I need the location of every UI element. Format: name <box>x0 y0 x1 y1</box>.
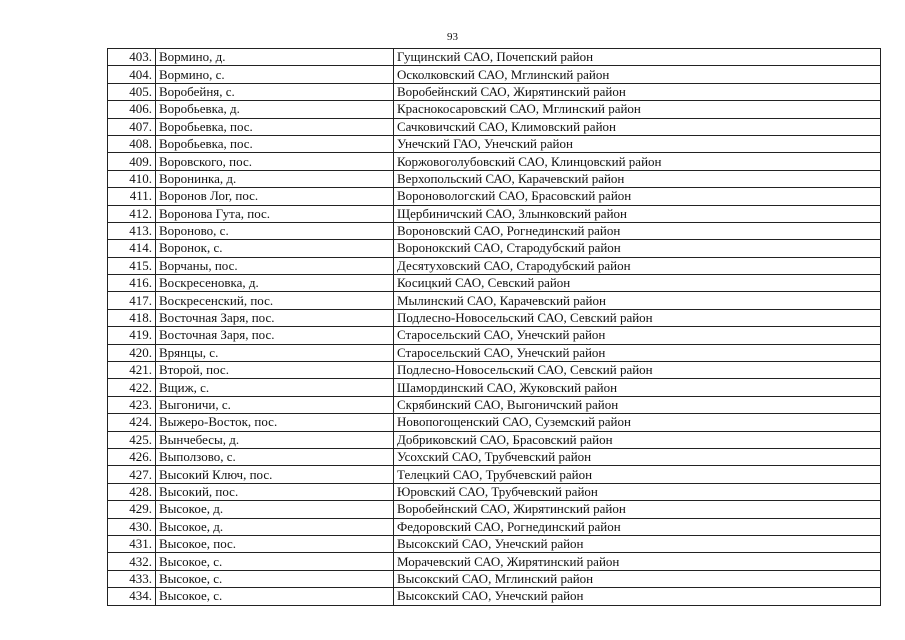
row-number: 423. <box>108 396 156 413</box>
row-number: 434. <box>108 588 156 605</box>
table-row <box>108 66 881 83</box>
locality-cell: Воробьевка, д. <box>156 101 394 118</box>
admin-unit-cell: Усохский САО, Трубчевский район <box>394 448 881 465</box>
table-row <box>108 205 881 222</box>
table-row <box>108 101 881 118</box>
table-row <box>108 396 881 413</box>
row-number: 428. <box>108 483 156 500</box>
row-number: 409. <box>108 153 156 170</box>
table-row <box>108 135 881 152</box>
locality-cell: Высокое, с. <box>156 570 394 587</box>
locality-cell: Воробейня, с. <box>156 83 394 100</box>
row-number: 433. <box>108 570 156 587</box>
admin-unit-cell: Мылинский САО, Карачевский район <box>394 292 881 309</box>
table-row <box>108 240 881 257</box>
admin-unit-cell: Высокский САО, Унечский район <box>394 588 881 605</box>
locality-cell: Высокий, пос. <box>156 483 394 500</box>
row-number: 427. <box>108 466 156 483</box>
admin-unit-cell: Воробейнский САО, Жирятинский район <box>394 501 881 518</box>
table-row <box>108 588 881 605</box>
table-row <box>108 188 881 205</box>
row-number: 415. <box>108 257 156 274</box>
row-number: 411. <box>108 188 156 205</box>
row-number: 417. <box>108 292 156 309</box>
table-row <box>108 535 881 552</box>
admin-unit-cell: Новопогощенский САО, Суземский район <box>394 414 881 431</box>
admin-unit-cell: Вороновский САО, Рогнединский район <box>394 222 881 239</box>
admin-unit-cell: Сачковичский САО, Климовский район <box>394 118 881 135</box>
locality-cell: Воскресенский, пос. <box>156 292 394 309</box>
row-number: 426. <box>108 448 156 465</box>
admin-unit-cell: Морачевский САО, Жирятинский район <box>394 553 881 570</box>
row-number: 420. <box>108 344 156 361</box>
admin-unit-cell: Щербиничский САО, Злынковский район <box>394 205 881 222</box>
row-number: 414. <box>108 240 156 257</box>
locality-cell: Вормино, д. <box>156 49 394 66</box>
locality-cell: Высокое, с. <box>156 553 394 570</box>
row-number: 422. <box>108 379 156 396</box>
table-row <box>108 362 881 379</box>
admin-unit-cell: Верхопольский САО, Карачевский район <box>394 170 881 187</box>
locality-cell: Воронинка, д. <box>156 170 394 187</box>
row-number: 403. <box>108 49 156 66</box>
table-row <box>108 170 881 187</box>
admin-unit-cell: Старосельский САО, Унечский район <box>394 327 881 344</box>
locality-cell: Воронок, с. <box>156 240 394 257</box>
admin-unit-cell: Подлесно-Новосельский САО, Севский район <box>394 309 881 326</box>
settlement-table-body <box>108 49 881 606</box>
locality-cell: Высокий Ключ, пос. <box>156 466 394 483</box>
locality-cell: Врянцы, с. <box>156 344 394 361</box>
row-number: 425. <box>108 431 156 448</box>
admin-unit-cell: Шамординский САО, Жуковский район <box>394 379 881 396</box>
admin-unit-cell: Десятуховский САО, Стародубский район <box>394 257 881 274</box>
locality-cell: Восточная Заря, пос. <box>156 309 394 326</box>
admin-unit-cell: Гущинский САО, Почепский район <box>394 49 881 66</box>
locality-cell: Выползово, с. <box>156 448 394 465</box>
table-row <box>108 501 881 518</box>
settlement-table <box>107 48 881 606</box>
admin-unit-cell: Коржовоголубовский САО, Клинцовский район <box>394 153 881 170</box>
row-number: 429. <box>108 501 156 518</box>
admin-unit-cell: Унечский ГАО, Унечский район <box>394 135 881 152</box>
admin-unit-cell: Добриковский САО, Брасовский район <box>394 431 881 448</box>
admin-unit-cell: Подлесно-Новосельский САО, Севский район <box>394 362 881 379</box>
admin-unit-cell: Вороновологский САО, Брасовский район <box>394 188 881 205</box>
row-number: 404. <box>108 66 156 83</box>
table-row <box>108 483 881 500</box>
table-row <box>108 518 881 535</box>
row-number: 405. <box>108 83 156 100</box>
admin-unit-cell: Косицкий САО, Севский район <box>394 275 881 292</box>
table-row <box>108 431 881 448</box>
row-number: 406. <box>108 101 156 118</box>
table-row <box>108 327 881 344</box>
row-number: 418. <box>108 309 156 326</box>
table-row <box>108 275 881 292</box>
admin-unit-cell: Краснокосаровский САО, Мглинский район <box>394 101 881 118</box>
locality-cell: Воронов Лог, пос. <box>156 188 394 205</box>
row-number: 410. <box>108 170 156 187</box>
row-number: 432. <box>108 553 156 570</box>
admin-unit-cell: Старосельский САО, Унечский район <box>394 344 881 361</box>
admin-unit-cell: Воронокский САО, Стародубский район <box>394 240 881 257</box>
table-row <box>108 309 881 326</box>
table-row <box>108 153 881 170</box>
locality-cell: Вынчебесы, д. <box>156 431 394 448</box>
admin-unit-cell: Телецкий САО, Трубчевский район <box>394 466 881 483</box>
locality-cell: Воровского, пос. <box>156 153 394 170</box>
row-number: 407. <box>108 118 156 135</box>
locality-cell: Воронова Гута, пос. <box>156 205 394 222</box>
locality-cell: Высокое, д. <box>156 518 394 535</box>
locality-cell: Воробьевка, пос. <box>156 135 394 152</box>
locality-cell: Вщиж, с. <box>156 379 394 396</box>
row-number: 430. <box>108 518 156 535</box>
locality-cell: Воскресеновка, д. <box>156 275 394 292</box>
row-number: 412. <box>108 205 156 222</box>
locality-cell: Ворчаны, пос. <box>156 257 394 274</box>
locality-cell: Вормино, с. <box>156 66 394 83</box>
table-row <box>108 448 881 465</box>
locality-cell: Второй, пос. <box>156 362 394 379</box>
row-number: 431. <box>108 535 156 552</box>
row-number: 421. <box>108 362 156 379</box>
locality-cell: Высокое, пос. <box>156 535 394 552</box>
admin-unit-cell: Скрябинский САО, Выгоничский район <box>394 396 881 413</box>
row-number: 419. <box>108 327 156 344</box>
locality-cell: Воробьевка, пос. <box>156 118 394 135</box>
admin-unit-cell: Юровский САО, Трубчевский район <box>394 483 881 500</box>
admin-unit-cell: Федоровский САО, Рогнединский район <box>394 518 881 535</box>
table-row <box>108 466 881 483</box>
row-number: 408. <box>108 135 156 152</box>
admin-unit-cell: Высокский САО, Мглинский район <box>394 570 881 587</box>
row-number: 424. <box>108 414 156 431</box>
admin-unit-cell: Высокский САО, Унечский район <box>394 535 881 552</box>
locality-cell: Вороново, с. <box>156 222 394 239</box>
locality-cell: Восточная Заря, пос. <box>156 327 394 344</box>
admin-unit-cell: Осколковский САО, Мглинский район <box>394 66 881 83</box>
row-number: 413. <box>108 222 156 239</box>
admin-unit-cell: Воробейнский САО, Жирятинский район <box>394 83 881 100</box>
table-row <box>108 118 881 135</box>
page-number: 93 <box>447 31 458 43</box>
table-row <box>108 222 881 239</box>
locality-cell: Выгоничи, с. <box>156 396 394 413</box>
locality-cell: Выжеро-Восток, пос. <box>156 414 394 431</box>
table-row <box>108 344 881 361</box>
locality-cell: Высокое, д. <box>156 501 394 518</box>
table-row <box>108 83 881 100</box>
table-row <box>108 257 881 274</box>
row-number: 416. <box>108 275 156 292</box>
locality-cell: Высокое, с. <box>156 588 394 605</box>
table-row <box>108 553 881 570</box>
table-row <box>108 570 881 587</box>
table-row <box>108 292 881 309</box>
table-row <box>108 379 881 396</box>
table-row <box>108 414 881 431</box>
table-row <box>108 49 881 66</box>
